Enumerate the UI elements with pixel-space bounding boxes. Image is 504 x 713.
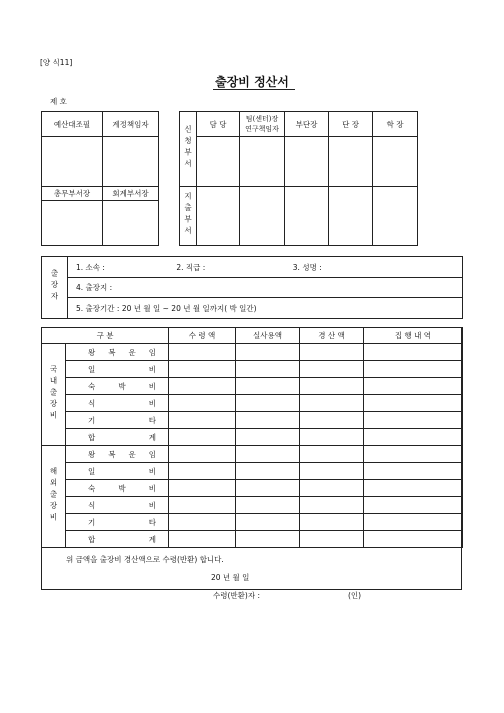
overseas-group-label: 해외출장비 bbox=[42, 446, 66, 548]
right-approval-box bbox=[179, 111, 463, 246]
position-label: 2. 직급 : bbox=[176, 262, 206, 272]
pay-sign-3[interactable] bbox=[285, 187, 329, 246]
overseas-actual-cell[interactable] bbox=[236, 463, 300, 480]
col-header-actual: 실사용액 bbox=[236, 328, 300, 344]
domestic-row bbox=[42, 378, 463, 395]
header-dean: 학 장 bbox=[373, 112, 418, 137]
overseas-item-label: 일 비 bbox=[66, 463, 169, 480]
form-number: [양 식11] bbox=[40, 58, 73, 67]
header-vice-director: 부단장 bbox=[285, 112, 329, 137]
pay-sign-5[interactable] bbox=[373, 187, 418, 246]
domestic-item-label: 일 비 bbox=[66, 361, 169, 378]
overseas-details-cell[interactable] bbox=[364, 497, 463, 514]
statement-text: 위 금액을 출장비 경산액으로 수령(반환) 합니다. bbox=[66, 555, 224, 564]
domestic-received-cell[interactable] bbox=[169, 378, 236, 395]
overseas-settled-cell[interactable] bbox=[300, 480, 364, 497]
doc-number-label: 제 호 bbox=[50, 97, 67, 106]
overseas-received-cell[interactable] bbox=[169, 480, 236, 497]
overseas-row bbox=[42, 446, 463, 463]
accounting-label: 회계부서장 bbox=[103, 187, 159, 201]
domestic-settled-cell[interactable] bbox=[300, 344, 364, 361]
domestic-row bbox=[42, 361, 463, 378]
overseas-actual-cell[interactable] bbox=[236, 514, 300, 531]
traveler-label: 출장자 bbox=[42, 257, 68, 319]
header-staff: 담 당 bbox=[197, 112, 240, 137]
pay-sign-4[interactable] bbox=[329, 187, 373, 246]
domestic-received-cell[interactable] bbox=[169, 395, 236, 412]
domestic-settled-cell[interactable] bbox=[300, 395, 364, 412]
overseas-settled-cell[interactable] bbox=[300, 514, 364, 531]
domestic-item-label: 식 비 bbox=[66, 395, 169, 412]
domestic-details-cell[interactable] bbox=[364, 412, 463, 429]
general-affairs-label: 총무부서장 bbox=[42, 187, 103, 201]
overseas-item-label: 합 계 bbox=[66, 531, 169, 548]
domestic-item-label: 기 타 bbox=[66, 412, 169, 429]
overseas-item-label: 식 비 bbox=[66, 497, 169, 514]
domestic-details-cell[interactable] bbox=[364, 378, 463, 395]
overseas-details-cell[interactable] bbox=[364, 463, 463, 480]
domestic-item-label: 왕 복 운 임 bbox=[66, 344, 169, 361]
domestic-received-cell[interactable] bbox=[169, 412, 236, 429]
domestic-item-label: 숙 박 비 bbox=[66, 378, 169, 395]
domestic-details-cell[interactable] bbox=[364, 395, 463, 412]
general-affairs-sign-cell[interactable] bbox=[42, 201, 103, 246]
traveler-info bbox=[41, 256, 463, 319]
apply-sign-3[interactable] bbox=[285, 137, 329, 187]
overseas-item-label: 숙 박 비 bbox=[66, 480, 169, 497]
overseas-settled-cell[interactable] bbox=[300, 531, 364, 548]
domestic-row bbox=[42, 412, 463, 429]
budget-check-sign-cell[interactable] bbox=[42, 137, 103, 187]
apply-dept-label: 신청부서 bbox=[180, 112, 197, 187]
title-underline bbox=[213, 89, 295, 90]
contract-officer-label: 계정책임자 bbox=[103, 112, 159, 137]
col-header-settled: 경 산 액 bbox=[300, 328, 364, 344]
header-team-lead: 팀(센터)장 연구책임자 bbox=[240, 112, 285, 137]
overseas-row bbox=[42, 463, 463, 480]
expense-table bbox=[41, 327, 463, 548]
domestic-received-cell[interactable] bbox=[169, 344, 236, 361]
contract-officer-sign-cell[interactable] bbox=[103, 137, 159, 187]
apply-sign-1[interactable] bbox=[197, 137, 240, 187]
domestic-settled-cell[interactable] bbox=[300, 429, 364, 446]
domestic-actual-cell[interactable] bbox=[236, 395, 300, 412]
apply-sign-5[interactable] bbox=[373, 137, 418, 187]
overseas-item-label: 기 타 bbox=[66, 514, 169, 531]
domestic-settled-cell[interactable] bbox=[300, 378, 364, 395]
header-director: 단 장 bbox=[329, 112, 373, 137]
domestic-details-cell[interactable] bbox=[364, 429, 463, 446]
overseas-details-cell[interactable] bbox=[364, 480, 463, 497]
col-header-details: 집 행 내 역 bbox=[364, 328, 463, 344]
domestic-actual-cell[interactable] bbox=[236, 361, 300, 378]
receiver-label: 수령(반환)자 : bbox=[213, 591, 260, 600]
overseas-received-cell[interactable] bbox=[169, 446, 236, 463]
apply-sign-4[interactable] bbox=[329, 137, 373, 187]
overseas-received-cell[interactable] bbox=[169, 514, 236, 531]
overseas-row bbox=[42, 531, 463, 548]
page-title: 출장비 정산서 bbox=[215, 75, 289, 89]
pay-dept-label: 지출부서 bbox=[180, 187, 197, 246]
seal-mark: (인) bbox=[348, 591, 362, 600]
overseas-settled-cell[interactable] bbox=[300, 446, 364, 463]
col-header-category: 구 분 bbox=[42, 328, 169, 344]
left-approval-box bbox=[41, 111, 159, 246]
overseas-settled-cell[interactable] bbox=[300, 497, 364, 514]
overseas-row bbox=[42, 514, 463, 531]
domestic-row bbox=[42, 429, 463, 446]
domestic-received-cell[interactable] bbox=[169, 429, 236, 446]
overseas-row bbox=[42, 480, 463, 497]
domestic-details-cell[interactable] bbox=[364, 361, 463, 378]
overseas-received-cell[interactable] bbox=[169, 531, 236, 548]
overseas-item-label: 왕 복 운 임 bbox=[66, 446, 169, 463]
apply-sign-2[interactable] bbox=[240, 137, 285, 187]
overseas-actual-cell[interactable] bbox=[236, 497, 300, 514]
overseas-settled-cell[interactable] bbox=[300, 463, 364, 480]
accounting-sign-cell[interactable] bbox=[103, 201, 159, 246]
domestic-row bbox=[42, 344, 463, 361]
period-field[interactable]: 5. 출장기간 : 20 년 월 일 ~ 20 년 월 일까지( 박 일간) bbox=[68, 298, 463, 319]
domestic-settled-cell[interactable] bbox=[300, 412, 364, 429]
pay-sign-1[interactable] bbox=[197, 187, 240, 246]
overseas-row bbox=[42, 497, 463, 514]
col-header-received: 수 령 액 bbox=[169, 328, 236, 344]
date-line: 20 년 월 일 bbox=[211, 573, 250, 582]
destination-field[interactable]: 4. 출장지 : bbox=[68, 278, 463, 298]
domestic-received-cell[interactable] bbox=[169, 361, 236, 378]
overseas-actual-cell[interactable] bbox=[236, 531, 300, 548]
domestic-item-label: 합 계 bbox=[66, 429, 169, 446]
overseas-details-cell[interactable] bbox=[364, 531, 463, 548]
domestic-actual-cell[interactable] bbox=[236, 378, 300, 395]
overseas-received-cell[interactable] bbox=[169, 463, 236, 480]
domestic-actual-cell[interactable] bbox=[236, 344, 300, 361]
overseas-details-cell[interactable] bbox=[364, 446, 463, 463]
overseas-actual-cell[interactable] bbox=[236, 480, 300, 497]
traveler-row-1[interactable] bbox=[68, 257, 463, 278]
domestic-group-label: 국내출장비 bbox=[42, 344, 66, 446]
domestic-row bbox=[42, 395, 463, 412]
budget-check-label: 예산대조필 bbox=[42, 112, 103, 137]
domestic-actual-cell[interactable] bbox=[236, 429, 300, 446]
overseas-details-cell[interactable] bbox=[364, 514, 463, 531]
name-label: 3. 성명 : bbox=[292, 262, 322, 272]
domestic-settled-cell[interactable] bbox=[300, 361, 364, 378]
domestic-actual-cell[interactable] bbox=[236, 412, 300, 429]
pay-sign-2[interactable] bbox=[240, 187, 285, 246]
overseas-actual-cell[interactable] bbox=[236, 446, 300, 463]
domestic-details-cell[interactable] bbox=[364, 344, 463, 361]
overseas-received-cell[interactable] bbox=[169, 497, 236, 514]
affiliation-label: 1. 소속 : bbox=[76, 262, 105, 272]
